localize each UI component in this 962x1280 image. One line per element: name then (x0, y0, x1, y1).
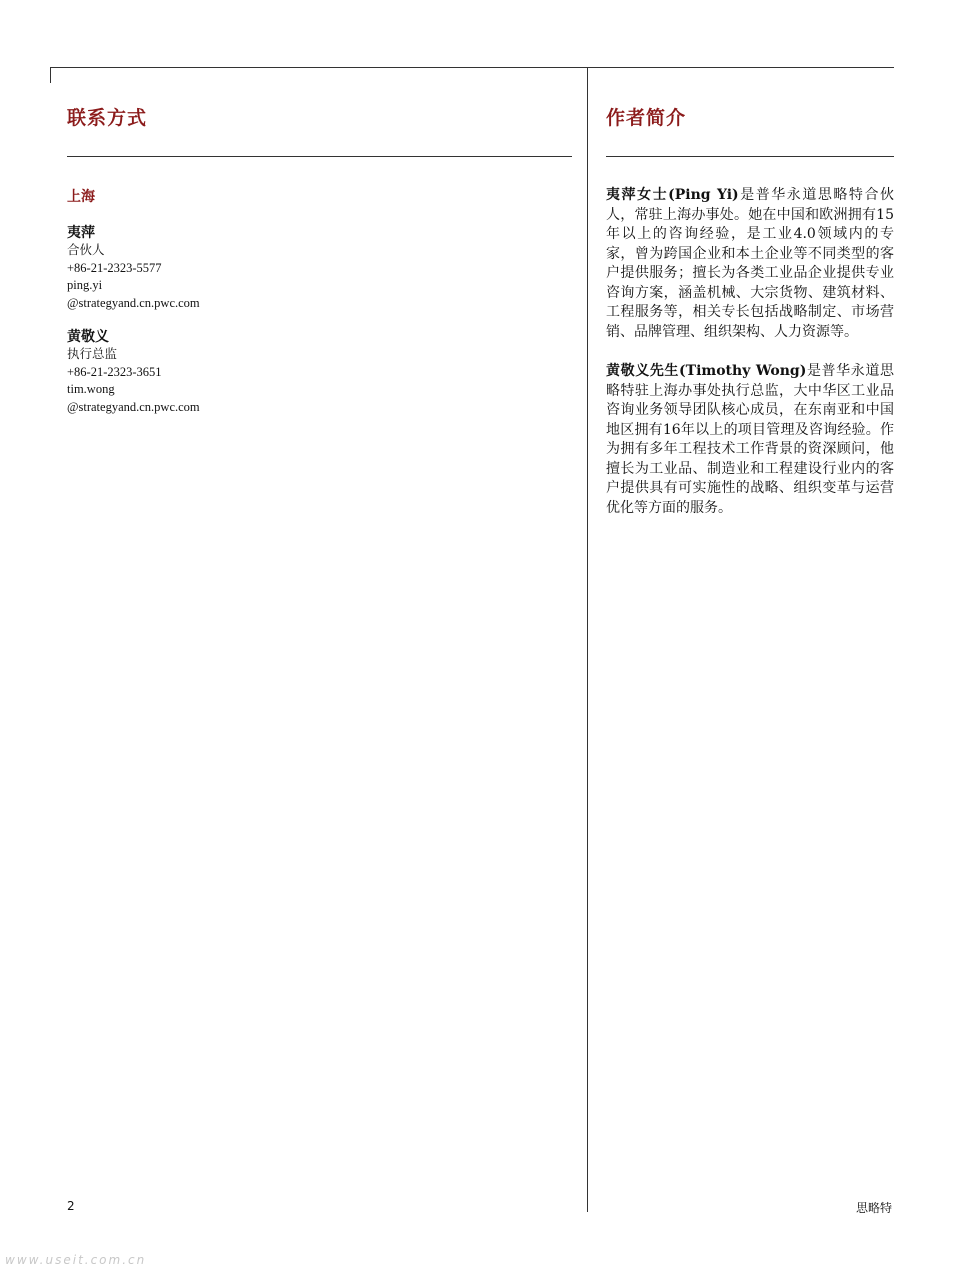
contact-email-user[interactable]: ping.yi (67, 278, 103, 292)
contact-heading: 联系方式 (67, 107, 148, 129)
contact-title: 执行总监 (67, 347, 118, 361)
contact-phone: +86-21-2323-5577 (67, 260, 162, 275)
watermark: www.useit.com.cn (5, 1253, 147, 1267)
bio-name: 黄敬义先生(Timothy Wong) (606, 363, 807, 379)
contact-person (67, 328, 547, 416)
contact-heading-rule (67, 156, 572, 157)
corner-tick (50, 67, 51, 83)
bio-text: 是普华永道思略特驻上海办事处执行总监，大中华区工业品咨询业务领导团队核心成员，在东南亚和中国地区拥有16年以上的项目管理及咨询经验。作为拥有多年工程技术工作背景的资深顾问，他擅长为工业品、制造业和工程建设行业内的客户提供具有可实施性的战略、组织变革与运营优化等方面的服务。 (606, 363, 894, 516)
column-divider (587, 67, 588, 1212)
contact-phone: +86-21-2323-3651 (67, 364, 162, 379)
contact-name: 黄敬义 (67, 329, 109, 345)
author-heading: 作者简介 (606, 107, 687, 129)
contact-name: 夷萍 (67, 225, 95, 241)
bio-name: 夷萍女士(Ping Yi) (606, 187, 739, 203)
author-heading-rule (606, 156, 894, 157)
contact-email-user[interactable]: tim.wong (67, 382, 115, 396)
contact-title: 合伙人 (67, 243, 105, 257)
contact-person (67, 224, 547, 312)
contact-city: 上海 (67, 189, 95, 205)
contact-list (67, 186, 547, 432)
author-bios (606, 186, 894, 538)
bio-text: 是普华永道思略特合伙人，常驻上海办事处。她在中国和欧洲拥有15年以上的咨询经验，是工业4.0领域内的专家，曾为跨国企业和本土企业等不同类型的客户提供服务；擅长为各类工业品企业提供专业咨询方案，涵盖机械、大宗货物、建筑材料、工程服务等，相关专长包括战略制定、市场营销、品牌管理、组织架构、人力资源等。 (606, 187, 894, 340)
page-number: 2 (67, 1199, 75, 1213)
author-bio (606, 186, 894, 342)
contact-email-domain[interactable]: @strategyand.cn.pwc.com (67, 295, 200, 310)
top-rule (50, 67, 894, 68)
contact-email-domain[interactable]: @strategyand.cn.pwc.com (67, 399, 200, 414)
author-bio (606, 362, 894, 518)
footer-brand: 思略特 (856, 1201, 893, 1215)
